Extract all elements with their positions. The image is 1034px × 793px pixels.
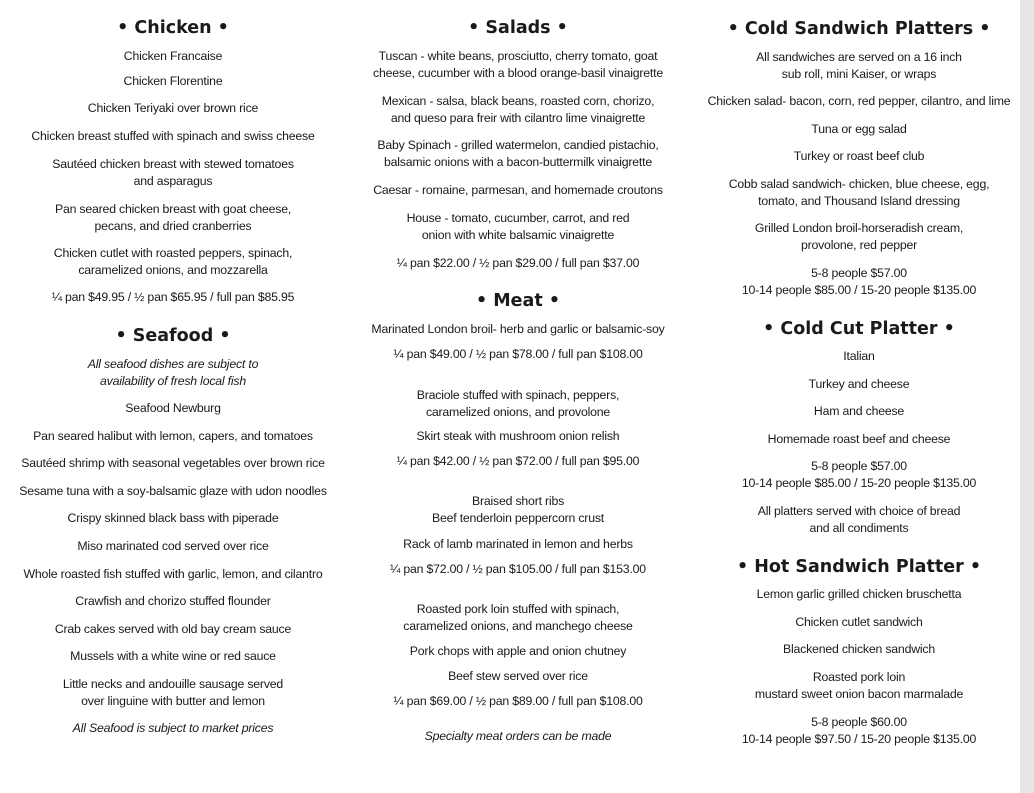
- menu-item: Sautéed shrimp with seasonal vegetables over brown rice: [21, 456, 325, 470]
- menu-item: Miso marinated cod served over rice: [77, 539, 269, 553]
- menu-item: Sesame tuna with a soy-balsamic glaze with udon noodles: [19, 484, 327, 498]
- price-line: ¼ pan $22.00 / ½ pan $29.00 / full pan $37.00: [396, 256, 640, 270]
- section-title-seafood: • Seafood •: [115, 326, 231, 346]
- menu-item: Turkey and cheese: [808, 377, 910, 391]
- menu-item: Chicken cutlet with roasted peppers, spinach, caramelized onions, and mozzarella: [53, 246, 293, 277]
- menu-item: Turkey or roast beef club: [793, 149, 925, 163]
- menu-item: Chicken breast stuffed with spinach and swiss cheese: [31, 129, 315, 143]
- serving-note: All platters served with choice of bread and all condiments: [757, 504, 961, 535]
- menu-item: Pork chops with apple and onion chutney: [409, 644, 627, 658]
- availability-note: All seafood dishes are subject to availability of fresh local fish: [87, 357, 259, 388]
- menu-item: Skirt steak with mushroom onion relish: [416, 429, 620, 443]
- menu-item: Ham and cheese: [813, 404, 905, 418]
- menu-item: Crawfish and chorizo stuffed flounder: [75, 594, 271, 608]
- price-line: ¼ pan $72.00 / ½ pan $105.00 / full pan $153.00: [390, 562, 646, 576]
- menu-item: Mexican - salsa, black beans, roasted corn, chorizo, and queso para freir with cilantro lime vinaigrette: [381, 94, 655, 125]
- price-line: 5-8 people $60.00 10-14 people $97.50 / 15-20 people $135.00: [741, 715, 977, 746]
- menu-item: Baby Spinach - grilled watermelon, candied pistachio, balsamic onions with a bacon-buttermilk vinaigrette: [377, 138, 659, 169]
- menu-item: Roasted pork loin mustard sweet onion bacon marmalade: [754, 670, 964, 701]
- menu-item: House - tomato, cucumber, carrot, and red onion with white balsamic vinaigrette: [406, 211, 630, 242]
- menu-item: Chicken salad- bacon, corn, red pepper, cilantro, and lime: [707, 94, 1011, 108]
- menu-item: Crab cakes served with old bay cream sauce: [54, 622, 292, 636]
- menu-item: Chicken Teriyaki over brown rice: [87, 101, 259, 115]
- menu-item: Lemon garlic grilled chicken bruschetta: [756, 587, 962, 601]
- market-price-note: All Seafood is subject to market prices: [72, 721, 274, 735]
- menu-item: Cobb salad sandwich- chicken, blue cheese, egg, tomato, and Thousand Island dressing: [728, 177, 990, 208]
- section-title-cold-cut-platter: • Cold Cut Platter •: [763, 319, 955, 339]
- menu-item: Braciole stuffed with spinach, peppers, caramelized onions, and provolone: [416, 388, 620, 419]
- price-line: 5-8 people $57.00 10-14 people $85.00 / 15-20 people $135.00: [741, 266, 977, 297]
- price-line: ¼ pan $49.00 / ½ pan $78.00 / full pan $108.00: [393, 347, 643, 361]
- menu-item: Chicken Florentine: [123, 74, 223, 88]
- menu-item: Blackened chicken sandwich: [782, 642, 936, 656]
- price-line: ¼ pan $49.95 / ½ pan $65.95 / full pan $85.95: [51, 290, 295, 304]
- menu-item: Chicken cutlet sandwich: [795, 615, 923, 629]
- menu-item: Beef stew served over rice: [448, 669, 588, 683]
- price-line: ¼ pan $42.00 / ½ pan $72.00 / full pan $95.00: [396, 454, 640, 468]
- menu-item: Tuna or egg salad: [811, 122, 907, 136]
- menu-item: Tuscan - white beans, prosciutto, cherry tomato, goat cheese, cucumber with a blood orange-basil vinaigrette: [373, 49, 663, 80]
- menu-item: Pan seared halibut with lemon, capers, and tomatoes: [33, 429, 313, 443]
- menu-item: Chicken Francaise: [123, 49, 223, 63]
- section-title-meat: • Meat •: [475, 291, 560, 311]
- specialty-note: Specialty meat orders can be made: [424, 729, 612, 743]
- price-line: ¼ pan $69.00 / ½ pan $89.00 / full pan $108.00: [393, 694, 643, 708]
- menu-item: Little necks and andouille sausage served over linguine with butter and lemon: [62, 677, 284, 708]
- menu-item: Caesar - romaine, parmesan, and homemade croutons: [373, 183, 663, 197]
- menu-item: Seafood Newburg: [125, 401, 221, 415]
- menu-item: Homemade roast beef and cheese: [767, 432, 951, 446]
- menu-item: Italian: [843, 349, 875, 363]
- menu-item: Whole roasted fish stuffed with garlic, lemon, and cilantro: [23, 567, 323, 581]
- menu-item: Sautéed chicken breast with stewed tomatoes and asparagus: [52, 157, 294, 188]
- menu-item: Crispy skinned black bass with piperade: [67, 511, 279, 525]
- menu-item: Braised short ribs Beef tenderloin peppercorn crust: [431, 494, 604, 525]
- section-title-chicken: • Chicken •: [117, 18, 229, 38]
- serving-note: All sandwiches are served on a 16 inch sub roll, mini Kaiser, or wraps: [756, 50, 962, 81]
- price-line: 5-8 people $57.00 10-14 people $85.00 / 15-20 people $135.00: [741, 459, 977, 490]
- menu-item: Rack of lamb marinated in lemon and herbs: [403, 537, 633, 551]
- menu-item: Marinated London broil- herb and garlic or balsamic-soy: [371, 322, 665, 336]
- menu-item: Grilled London broil-horseradish cream, provolone, red pepper: [754, 221, 964, 252]
- section-title-salads: • Salads •: [468, 18, 568, 38]
- section-title-cold-sandwich-platters: • Cold Sandwich Platters •: [727, 19, 991, 39]
- menu-item: Roasted pork loin stuffed with spinach, caramelized onions, and manchego cheese: [403, 602, 633, 633]
- menu-item: Mussels with a white wine or red sauce: [70, 649, 276, 663]
- section-title-hot-sandwich-platter: • Hot Sandwich Platter •: [736, 557, 982, 577]
- menu-item: Pan seared chicken breast with goat cheese, pecans, and dried cranberries: [54, 202, 292, 233]
